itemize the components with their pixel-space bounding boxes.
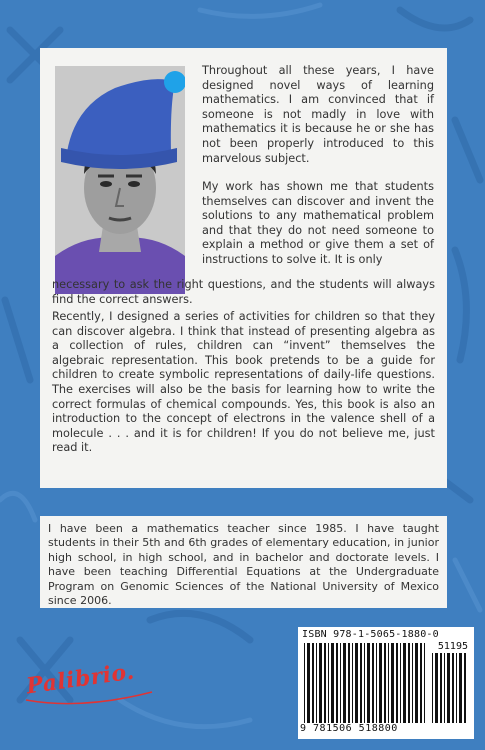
barcode-bar bbox=[459, 653, 462, 723]
barcode-bar bbox=[360, 643, 362, 723]
barcode-bar bbox=[420, 643, 422, 723]
barcode-bar bbox=[343, 643, 346, 723]
barcode-bar bbox=[379, 643, 382, 723]
barcode-bar bbox=[336, 643, 338, 723]
ean-barcode-bars bbox=[304, 643, 428, 723]
barcode-bar bbox=[415, 643, 418, 723]
barcode-bar bbox=[440, 653, 442, 723]
ean-digits: 9 781506 518800 bbox=[300, 723, 398, 734]
barcode-bar bbox=[424, 643, 425, 723]
publisher-logo: Palibrio. bbox=[24, 658, 136, 700]
paragraph-discovery: My work has shown me that students themselves can discover and invent the solutions to any mathematical problem and that they do not need someone to explain a method or give them a set of instructions to solve it. It is only bbox=[202, 180, 434, 266]
price-code: 51195 bbox=[437, 641, 468, 652]
isbn-label: ISBN 978-1-5065-1880-0 bbox=[302, 629, 439, 640]
barcode-bar bbox=[452, 653, 454, 723]
barcode-bar bbox=[388, 643, 389, 723]
barcode-bar bbox=[400, 643, 401, 723]
barcode-bar bbox=[372, 643, 374, 723]
barcode-bar bbox=[435, 653, 438, 723]
barcode-bar bbox=[324, 643, 326, 723]
barcode-bar bbox=[456, 653, 457, 723]
paragraph-discovery-continued: necessary to ask the right questions, and the students will always find the correct answers. bbox=[52, 278, 435, 306]
barcode-bar bbox=[352, 643, 353, 723]
barcode-bar bbox=[412, 643, 413, 723]
barcode-bar bbox=[403, 643, 406, 723]
author-statement-panel bbox=[40, 48, 447, 488]
barcode-bar bbox=[464, 653, 466, 723]
barcode-bar bbox=[444, 653, 445, 723]
barcode-bar bbox=[447, 653, 450, 723]
barcode-bar bbox=[340, 643, 341, 723]
barcode-bar bbox=[312, 643, 314, 723]
paragraph-book-description: Recently, I designed a series of activities for children so that they can discover algebra. I think that instead of presenting algebra as a collection of rules, children can “invent” themselves the algebraic representation. This book pretends to be a guide for children to create symbolic representations of daily-life questions. The exercises will also be the basis for learning how to write the correct formulas of chemical compounds. Yes, this book is also an introduction to the concept of electrons in the valence shell of a molecule . . . and it is for children! If you do not believe me, just read it. bbox=[52, 310, 435, 455]
barcode-bar bbox=[396, 643, 398, 723]
author-bio-panel bbox=[40, 516, 447, 608]
barcode-bar bbox=[391, 643, 394, 723]
barcode-bar bbox=[316, 643, 317, 723]
barcode-bar bbox=[367, 643, 370, 723]
barcode-bar bbox=[384, 643, 386, 723]
barcode-bar bbox=[364, 643, 365, 723]
barcode-bar bbox=[304, 643, 305, 723]
barcode-bar bbox=[307, 643, 310, 723]
barcode-bar bbox=[331, 643, 334, 723]
barcode-bar bbox=[408, 643, 410, 723]
author-bio-text: I have been a mathematics teacher since 1985. I have taught students in their 5th and 6th grades of elementary education, in junior high school, in high school, and in bachelor and doctorate levels. I have been teaching Differential Equations at the Undergraduate Program on Genomic Sciences of the National University of Mexico since 2006. bbox=[48, 522, 439, 608]
price-barcode-bars bbox=[432, 653, 470, 723]
barcode-bar bbox=[376, 643, 377, 723]
isbn-barcode bbox=[298, 627, 474, 739]
paragraph-intro: Throughout all these years, I have designed novel ways of learning mathematics. I am convinced that if someone is not madly in love with mathematics it is because he or she has not been properly introduced to this marvelous subject. bbox=[202, 64, 434, 165]
barcode-bar bbox=[328, 643, 329, 723]
barcode-bar bbox=[348, 643, 350, 723]
barcode-bar bbox=[355, 643, 358, 723]
barcode-bar bbox=[319, 643, 322, 723]
author-portrait bbox=[55, 66, 185, 294]
barcode-bar bbox=[432, 653, 433, 723]
